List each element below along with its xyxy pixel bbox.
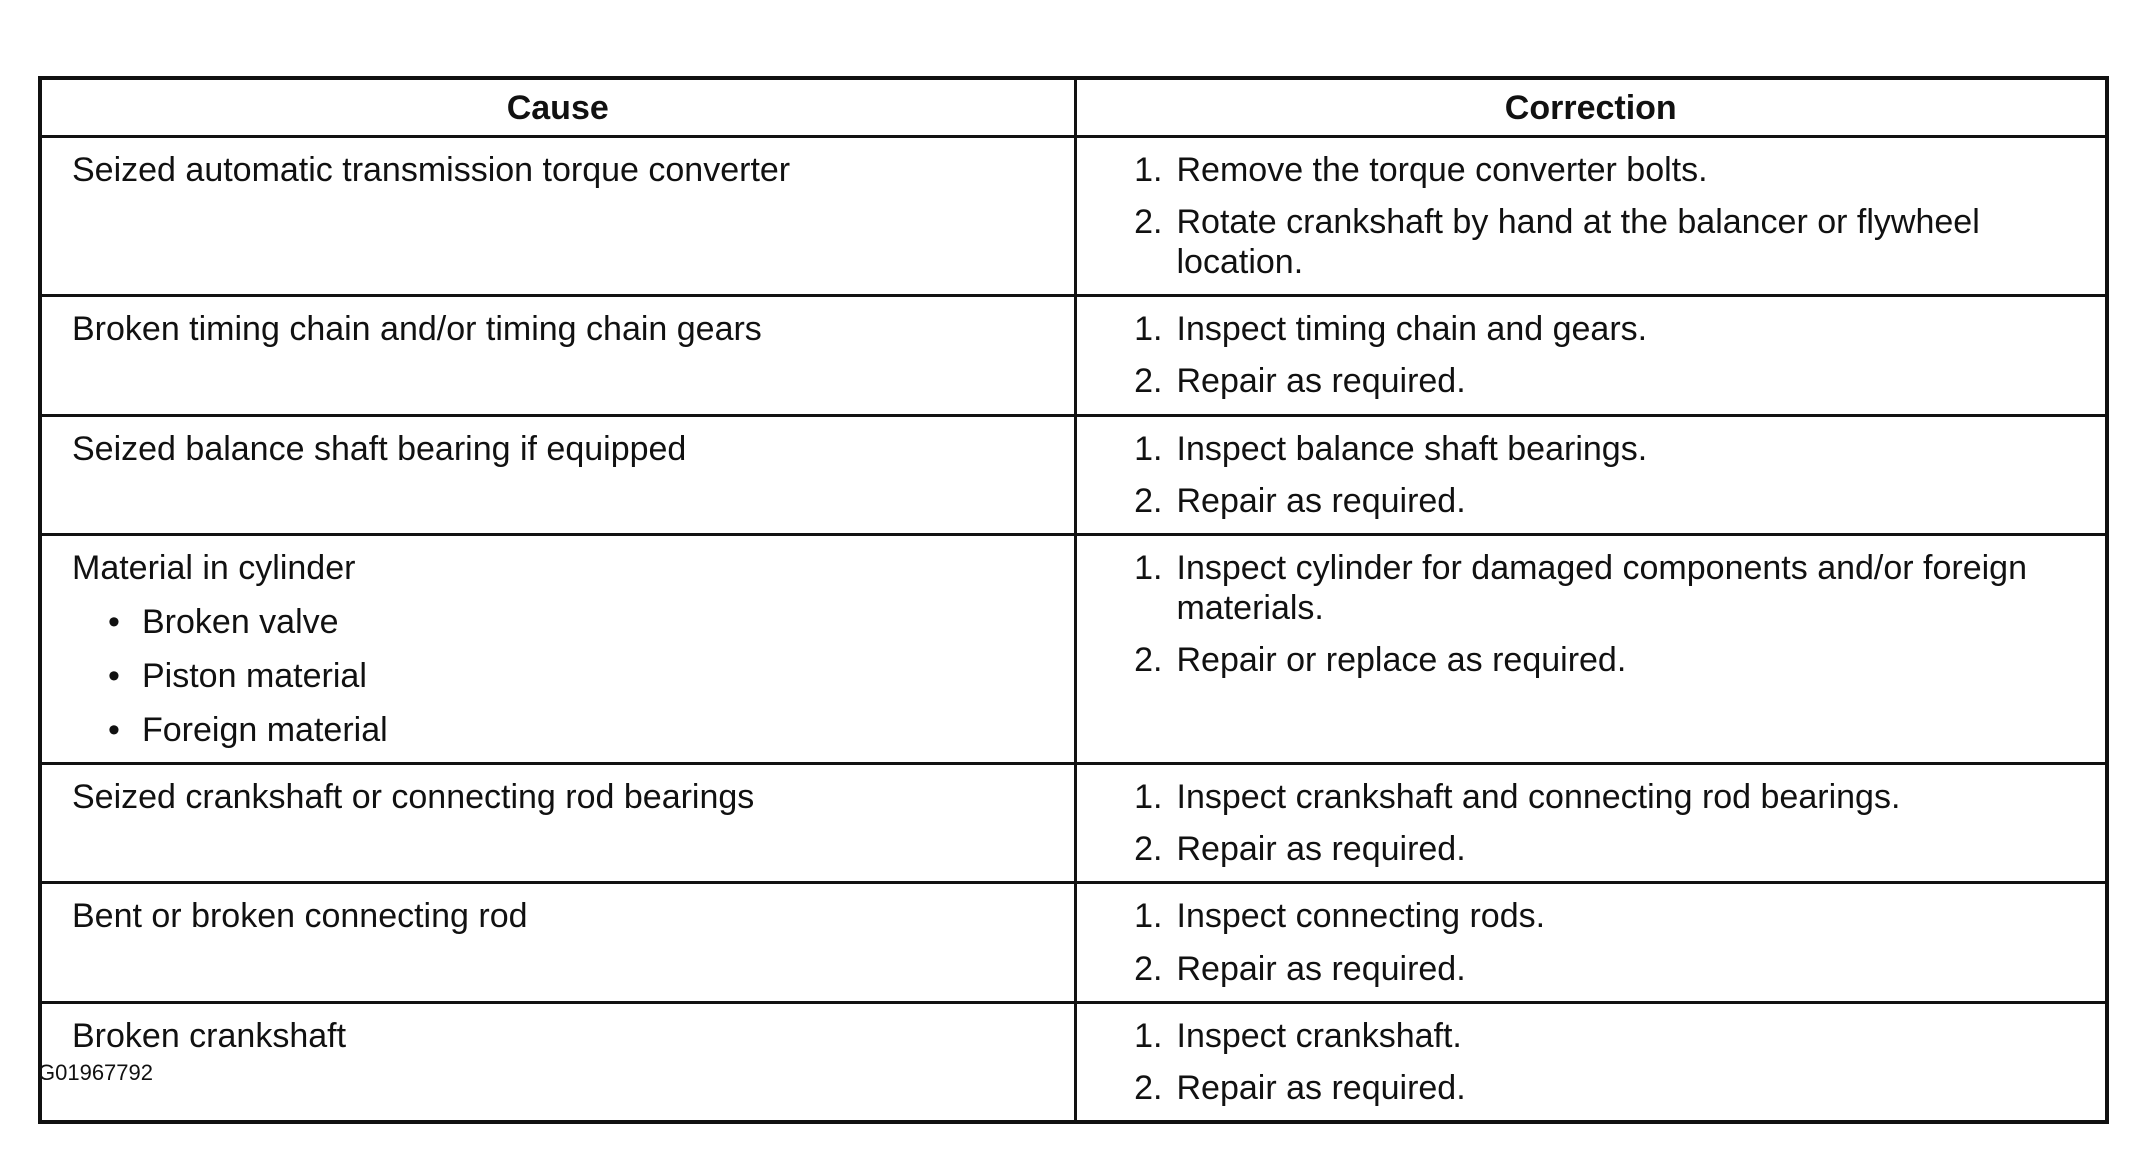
correction-step-list [1077,548,2086,680]
step-text: Inspect cylinder for damaged components and/or foreign materials. [1176,548,2027,627]
cause-text: Seized automatic transmission torque converter [72,151,791,189]
correction-column-header: Correction [1075,78,2107,137]
step-text: Inspect timing chain and gears. [1176,310,1648,349]
cause-bullet-item: • Piston material [108,656,1054,696]
correction-cell [1075,296,2107,415]
cause-bullet-list [72,602,1054,750]
correction-cell [1075,137,2107,296]
step-number: 1. [1134,548,1163,587]
step-text: Remove the torque converter bolts. [1176,151,1708,189]
correction-cell [1075,764,2107,883]
table-row [40,534,2107,763]
step-text: Repair as required. [1176,481,1466,520]
correction-step [1077,829,2086,869]
cause-text: Bent or broken connecting rod [72,897,528,936]
cause-text: Broken timing chain and/or timing chain gears [72,310,762,349]
step-number: 2. [1134,362,1163,401]
step-text: Repair as required. [1176,362,1466,401]
step-text: Inspect crankshaft. [1176,1016,1462,1055]
step-text: Inspect balance shaft bearings. [1176,429,1648,468]
step-number: 2. [1134,949,1163,988]
table-body [40,137,2107,1122]
step-text: Repair as required. [1176,949,1466,988]
step-number: 2. [1134,203,1163,242]
step-number: 1. [1134,151,1163,189]
step-text: Inspect connecting rods. [1176,897,1546,936]
correction-step [1077,481,2086,521]
cause-column-header: Cause [40,78,1075,137]
correction-cell [1075,534,2107,763]
correction-step-list [1077,309,2086,401]
step-text: Rotate crankshaft by hand at the balancer or flywheel location. [1176,203,1980,282]
step-number: 1. [1134,897,1163,936]
correction-cell [1075,415,2107,534]
correction-step [1077,150,2086,190]
correction-cell [1075,1002,2107,1122]
correction-step [1077,949,2086,989]
correction-step-list [1077,150,2086,282]
cause-cell [40,137,1075,296]
correction-step [1077,777,2086,817]
table-row [40,883,2107,1002]
step-number: 1. [1134,429,1163,468]
cause-text: Seized balance shaft bearing if equipped [72,429,687,468]
cause-cell [40,296,1075,415]
step-number: 2. [1134,481,1163,520]
cause-cell [40,415,1075,534]
correction-step-list [1077,777,2086,869]
cause-cell [40,534,1075,763]
step-text: Repair as required. [1176,830,1466,869]
correction-step [1077,361,2086,401]
table-row [40,137,2107,296]
correction-step [1077,896,2086,936]
table-row [40,764,2107,883]
step-number: 1. [1134,1016,1163,1055]
correction-step [1077,309,2086,349]
step-number: 1. [1134,778,1163,817]
step-number: 2. [1134,1068,1163,1107]
table-row [40,1002,2107,1122]
correction-step-list [1077,896,2086,988]
correction-step [1077,640,2086,680]
cause-text: Seized crankshaft or connecting rod bearings [72,778,755,817]
step-number: 1. [1134,310,1163,349]
correction-step [1077,548,2086,628]
step-number: 2. [1134,830,1163,869]
correction-step-list [1077,1016,2086,1108]
step-text: Repair or replace as required. [1176,640,1627,679]
cause-text: Material in cylinder [72,548,356,587]
table-row [40,415,2107,534]
correction-step [1077,429,2086,469]
cause-bullet-item: • Foreign material [108,710,1054,750]
correction-step-list [1077,429,2086,521]
table-row [40,296,2107,415]
step-text: Repair as required. [1176,1068,1466,1107]
correction-step [1077,1068,2086,1108]
cause-cell [40,883,1075,1002]
cause-cell [40,764,1075,883]
step-text: Inspect crankshaft and connecting rod bearings. [1176,778,1901,817]
figure-id: G01967792 [38,1060,153,1085]
step-number: 2. [1134,640,1163,679]
correction-cell [1075,883,2107,1002]
table-header-row [40,78,2107,137]
cause-bullet-item: • Broken valve [108,602,1054,642]
cause-text: Broken crankshaft [72,1016,347,1055]
cause-cell [40,1002,1075,1122]
correction-step [1077,1016,2086,1056]
correction-step [1077,202,2086,282]
diagnosis-table [38,76,2109,1124]
